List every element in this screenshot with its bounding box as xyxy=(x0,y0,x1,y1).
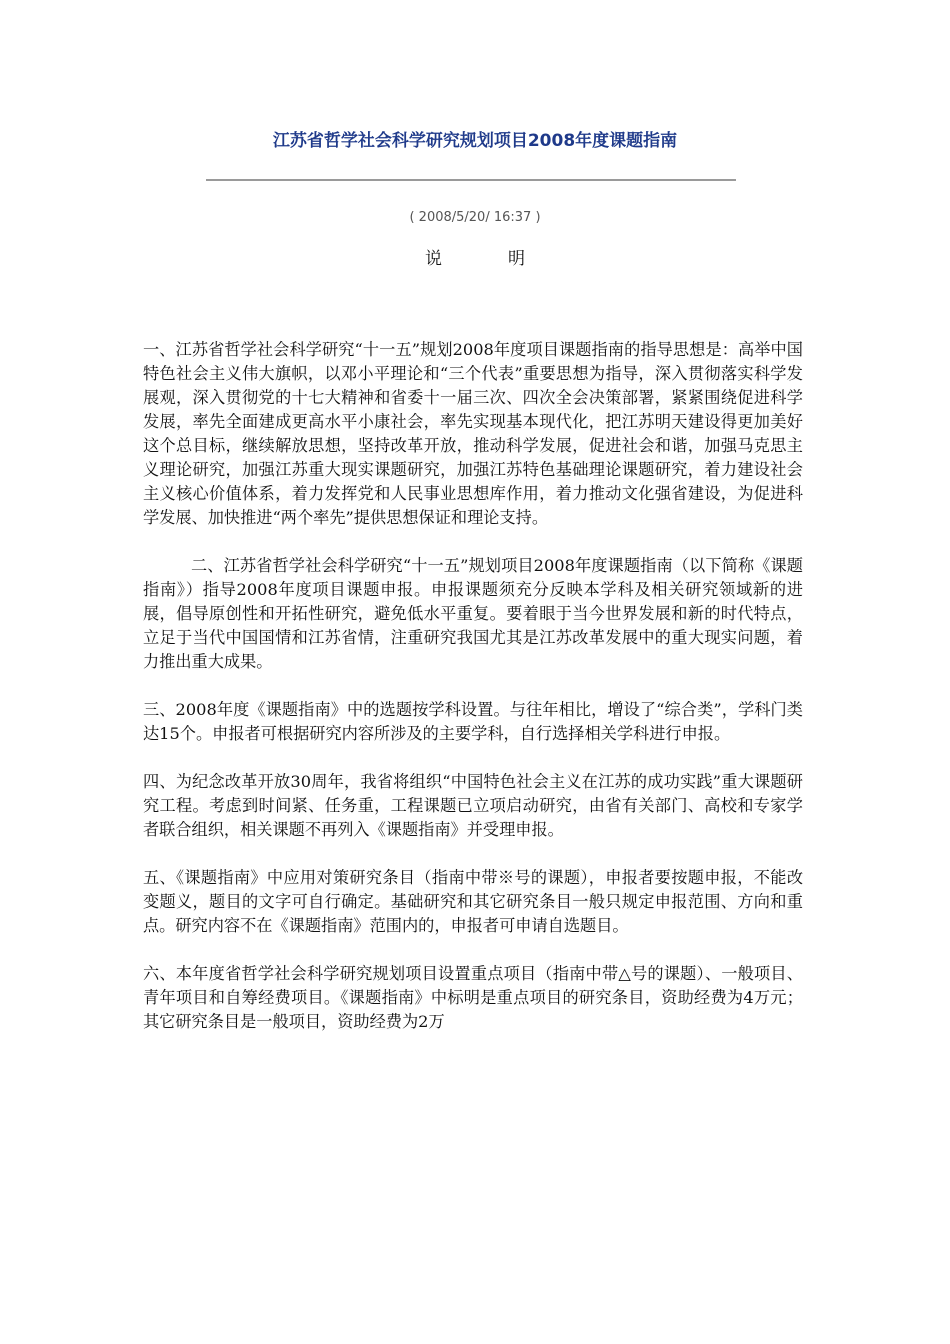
paragraph-4: 四、为纪念改革开放30周年，我省将组织“中国特色社会主义在江苏的成功实践”重大课题研究工程。考虑到时间紧、任务重，工程课题已立项启动研究，由省有关部门、高校和专家学者联合组织，相关课题不再列入《课题指南》并受理申报。 xyxy=(143,772,803,839)
paragraph-5: 五、《课题指南》中应用对策研究条目（指南中带※号的课题），申报者要按题申报，不能改变题义，题目的文字可自行确定。基础研究和其它研究条目一般只规定申报范围、方向和重点。研究内容不在《课题指南》范围内的，申报者可申请自选题目。 xyxy=(143,868,803,935)
title-divider xyxy=(206,179,736,181)
document-title: 江苏省哲学社会科学研究规划项目2008年度课题指南 xyxy=(272,131,678,151)
paragraph-1: 一、江苏省哲学社会科学研究“十一五”规划2008年度项目课题指南的指导思想是：高举中国特色社会主义伟大旗帜，以邓小平理论和“三个代表”重要思想为指导，深入贯彻落实科学发展观，深入贯彻党的十七大精神和省委十一届三次、四次全会决策部署，紧紧围绕促进科学发展，率先全面建成更高水平小康社会，率先实现基本现代化，把江苏明天建设得更加美好这个总目标，继续解放思想，坚持改革开放，推动科学发展，促进社会和谐，加强马克思主义理论研究，加强江苏重大现实课题研究，加强江苏特色基础理论课题研究，着力建设社会主义核心价值体系，着力发挥党和人民事业思想库作用，着力推动文化强省建设，为促进科学发展、加快推进“两个率先”提供思想保证和理论支持。 xyxy=(143,340,803,527)
section-heading xyxy=(0,244,950,269)
section-heading-char-2: 明 xyxy=(508,249,525,269)
paragraph-3: 三、2008年度《课题指南》中的选题按学科设置。与往年相比，增设了“综合类”，学科门类达15个。申报者可根据研究内容所涉及的主要学科，自行选择相关学科进行申报。 xyxy=(143,700,803,743)
document-body xyxy=(143,338,803,1058)
section-heading-char-1: 说 xyxy=(425,249,442,269)
paragraph-2: 二、江苏省哲学社会科学研究“十一五”规划项目2008年度课题指南（以下简称《课题指南》）指导2008年度项目课题申报。申报课题须充分反映本学科及相关研究领域新的进展，倡导原创性和开拓性研究，避免低水平重复。要着眼于当今世界发展和新的时代特点，立足于当代中国国情和江苏省情，注重研究我国尤其是江苏改革发展中的重大现实问题，着力推出重大成果。 xyxy=(143,556,803,671)
paragraph-6: 六、本年度省哲学社会科学研究规划项目设置重点项目（指南中带△号的课题）、一般项目、青年项目和自筹经费项目。《课题指南》中标明是重点项目的研究条目，资助经费为4万元；其它研究条目是一般项目，资助经费为2万 xyxy=(143,964,803,1031)
publish-date: ( 2008/5/20/ 16:37 ) xyxy=(409,210,541,225)
